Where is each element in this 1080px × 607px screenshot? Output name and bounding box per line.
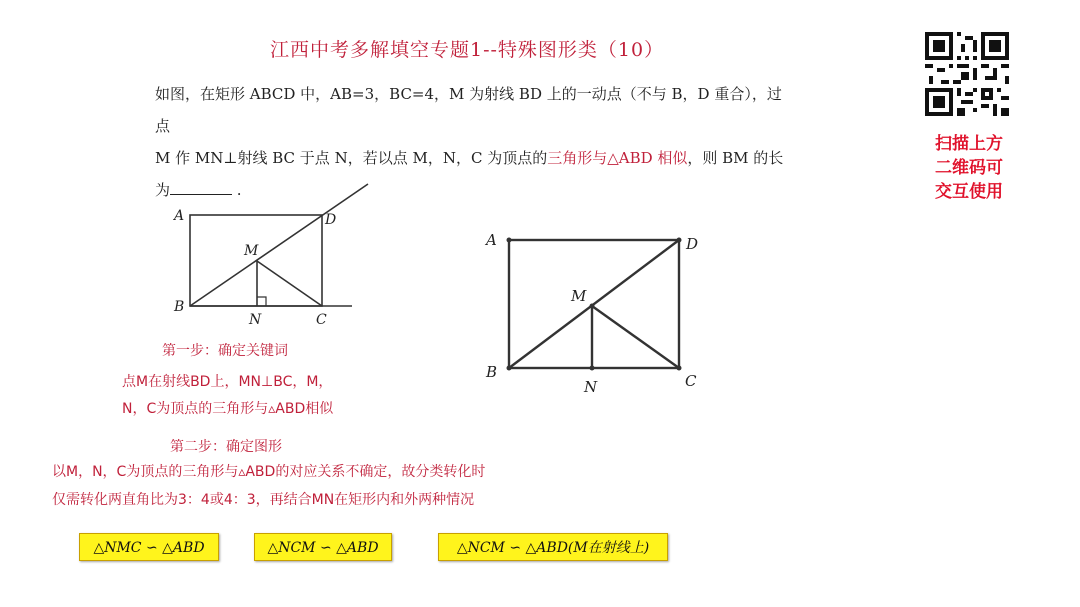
figure-small — [160, 178, 385, 328]
label-c: C — [316, 312, 327, 328]
problem-line-2-end: ，则 BM 的长 — [687, 149, 784, 167]
case-nmc-button[interactable]: △NMC ∽ △ABD — [79, 533, 219, 561]
qr-caption — [922, 132, 1016, 204]
qr-caption-line: 二维码可 — [935, 158, 1003, 178]
problem-line-3-text: 为 — [155, 181, 171, 199]
right-angle-mark — [257, 297, 266, 306]
step1-title: 第一步：确定关键词 — [162, 343, 288, 359]
problem-line-2-text: M 作 MN⊥射线 BC 于点 N，若以点 M，N，C 为顶点的 — [155, 149, 548, 167]
figure-large — [478, 225, 708, 400]
point-n — [590, 366, 595, 371]
problem-line-3-end: . — [232, 181, 242, 199]
label-a: A — [486, 231, 497, 249]
step1-line-1: 点M在射线BD上，MN⊥BC，M， — [122, 374, 333, 390]
qr-caption-line: 交互使用 — [935, 182, 1003, 202]
label-n: N — [249, 312, 262, 328]
point-c — [677, 366, 682, 371]
label-a: A — [174, 208, 185, 224]
problem-line-1: 如图，在矩形 ABCD 中，AB=3，BC=4，M 为射线 BD 上的一动点（不与 B，D 重合），过点 — [155, 85, 782, 135]
label-n: N — [584, 378, 598, 396]
qr-caption-line: 扫描上方 — [935, 134, 1003, 154]
label-d: D — [686, 235, 699, 253]
step2-title: 第二步：确定图形 — [170, 439, 282, 455]
problem-line-2 — [155, 142, 795, 174]
label-c: C — [685, 372, 697, 390]
case-ncm-ray-button[interactable]: △NCM ∽ △ABD(M在射线上) — [438, 533, 668, 561]
page-title: 江西中考多解填空专题1--特殊图形类（10） — [270, 39, 665, 61]
label-m: M — [244, 243, 259, 259]
ray-bd — [190, 184, 368, 306]
step2-line-1: 以M，N，C为顶点的三角形与▵ABD的对应关系不确定，故分类转化时 — [52, 464, 486, 480]
point-m[interactable] — [590, 304, 595, 309]
segment-mc — [592, 306, 679, 368]
step1-line-2: N，C为顶点的三角形与▵ABD相似 — [122, 401, 334, 417]
segment-mc — [257, 261, 322, 306]
case-ncm-button[interactable]: △NCM ∽ △ABD — [254, 533, 392, 561]
label-d: D — [325, 212, 337, 228]
point-a — [507, 238, 512, 243]
point-d — [677, 238, 682, 243]
label-m: M — [571, 287, 587, 305]
step2-line-2: 仅需转化两直角比为3：4或4：3，再结合MN在矩形内和外两种情况 — [52, 492, 475, 508]
label-b: B — [486, 363, 498, 381]
point-b — [507, 366, 512, 371]
similarity-condition: 三角形与△ABD 相似 — [547, 149, 688, 167]
qr-code-icon[interactable] — [925, 32, 1009, 116]
label-b: B — [174, 299, 185, 315]
